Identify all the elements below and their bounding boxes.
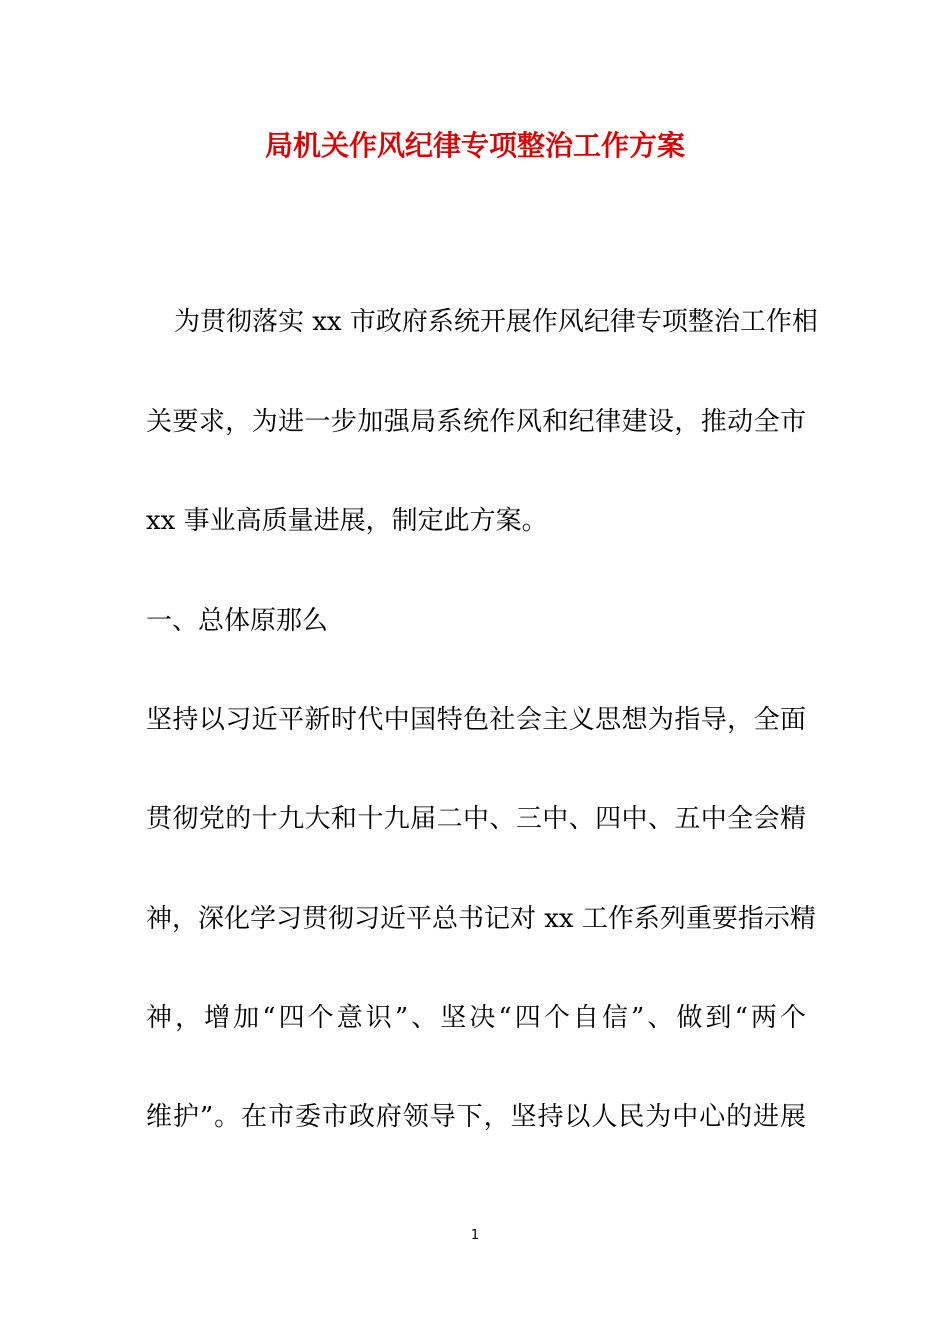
section-heading: 一、总体原那么 [146, 606, 329, 636]
page-number: 1 [470, 1228, 480, 1243]
paragraph-line: 贯彻党的十九大和十九届二中、三中、四中、五中全会精 [146, 804, 806, 834]
document-title: 局机关作风纪律专项整治工作方案 [264, 129, 685, 162]
paragraph-line: 神，深化学习贯彻习近平总书记对 xx 工作系列重要指示精 [146, 904, 816, 934]
paragraph-line: 关要求，为进一步加强局系统作风和纪律建设，推动全市 [146, 407, 806, 437]
paragraph-line: 坚持以习近平新时代中国特色社会主义思想为指导，全面 [146, 705, 806, 735]
paragraph-line: 为贯彻落实 xx 市政府系统开展作风纪律专项整治工作相 [174, 307, 818, 337]
paragraph-line: 神，增加“四个意识”、坚决“四个自信”、做到“两个 [146, 1003, 806, 1033]
paragraph-line: 维护”。在市委市政府领导下，坚持以人民为中心的进展 [146, 1102, 806, 1132]
paragraph-line: xx 事业高质量进展，制定此方案。 [146, 506, 548, 536]
